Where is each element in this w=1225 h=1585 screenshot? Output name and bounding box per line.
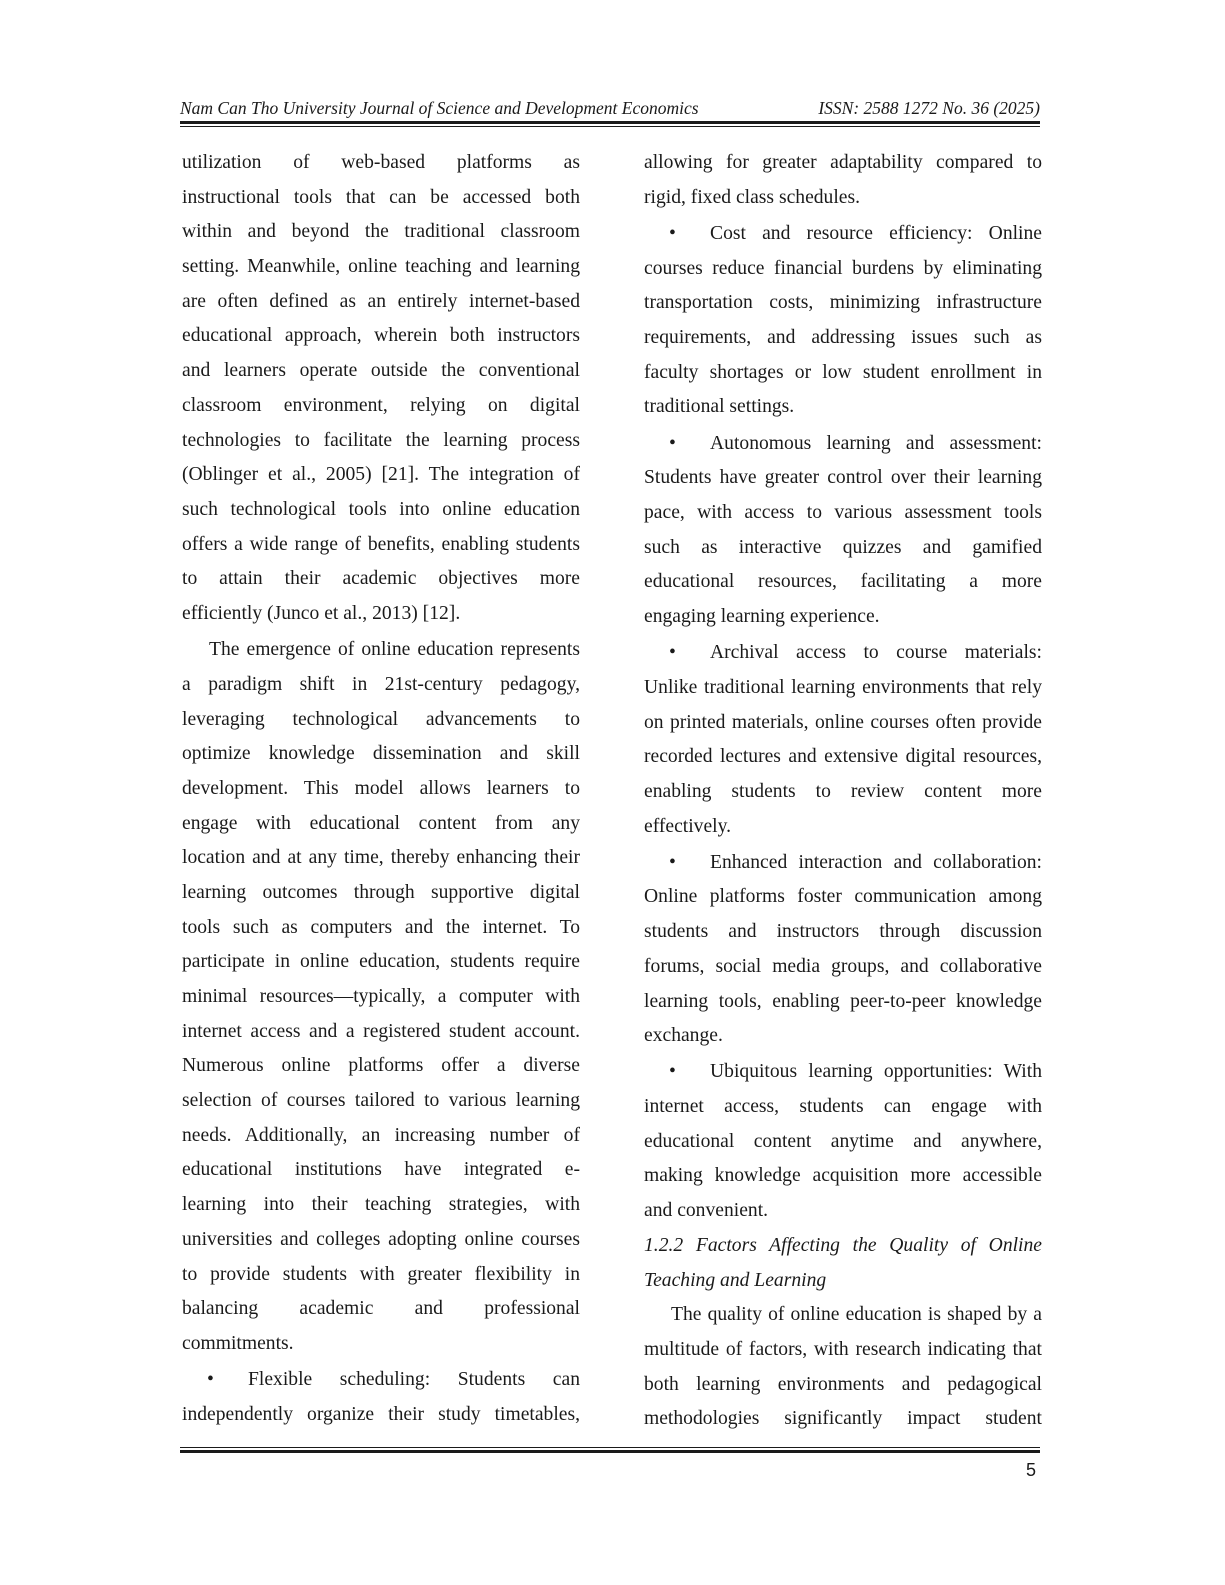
text-line: allowing for greater adaptability compared to (644, 152, 1042, 173)
text-line: are often defined as an entirely internet-based (182, 290, 580, 312)
text-line: utilization of web-based platforms as (182, 152, 580, 173)
text-line: methodologies significantly impact student (644, 1408, 1042, 1430)
text-line: balancing academic and professional (182, 1298, 580, 1320)
text-line: enabling students to review content more (644, 780, 1042, 802)
text-line: within and beyond the traditional classroom (182, 221, 580, 243)
text-line: universities and colleges adopting online courses (182, 1228, 580, 1250)
page-number: 5 (1026, 1460, 1037, 1480)
text-line: internet access and a registered student account. (182, 1020, 580, 1042)
text-line: requirements, and addressing issues such as (644, 326, 1042, 348)
bullet-icon: • (669, 642, 676, 664)
paragraph-quality (644, 1298, 1042, 1437)
left-column (182, 146, 580, 1432)
text-line: to provide students with greater flexibility in (182, 1263, 580, 1285)
text-line: commitments. (182, 1332, 294, 1354)
text-line: learning outcomes through supportive digital (182, 881, 580, 903)
text-line: selection of courses tailored to various learning (182, 1090, 580, 1112)
text-line: The quality of online education is shaped by a (671, 1304, 1042, 1326)
text-line: optimize knowledge dissemination and skill (182, 743, 580, 765)
text-line: and convenient. (644, 1200, 769, 1222)
bullet-flexible-scheduling-continued (644, 146, 1042, 215)
bullet-archival-access (644, 636, 1042, 844)
bullet-autonomous-learning (644, 427, 1042, 635)
header-rule-thick (180, 121, 1040, 124)
bullet-icon: • (207, 1369, 214, 1391)
text-line: instructional tools that can be accessed both (182, 186, 580, 208)
header-rule-thin (180, 126, 1040, 127)
text-line: on printed materials, online courses often provide (644, 711, 1042, 733)
running-header (180, 98, 1040, 122)
text-line: Students have greater control over their learning (644, 467, 1042, 489)
text-line: multitude of factors, with research indicating that (644, 1338, 1042, 1360)
text-line: educational approach, wherein both instructors (182, 325, 580, 347)
text-line: internet access, students can engage with (644, 1096, 1042, 1118)
heading-line: Teaching and Learning (644, 1269, 827, 1291)
text-line: learning tools, enabling peer-to-peer knowledge (644, 990, 1042, 1012)
text-line: participate in online education, students require (182, 951, 580, 973)
text-line: • Autonomous learning and assessment: (644, 427, 1042, 462)
text-line: technologies to facilitate the learning process (182, 429, 580, 451)
text-line: Unlike traditional learning environments that rely (644, 676, 1042, 698)
text-line: courses reduce financial burdens by eliminating (644, 257, 1042, 279)
text-line: learning into their teaching strategies, with (182, 1194, 580, 1216)
bullet-ubiquitous-learning (644, 1055, 1042, 1228)
text-line: needs. Additionally, an increasing number of (182, 1124, 580, 1146)
text-line: students and instructors through discussion (644, 921, 1042, 943)
text-line: The emergence of online education represents (209, 639, 580, 661)
text-line: faculty shortages or low student enrollment in (644, 361, 1042, 383)
text-line: educational content anytime and anywhere, (644, 1130, 1042, 1152)
text-line: Online platforms foster communication among (644, 886, 1042, 908)
text-line: exchange. (644, 1025, 723, 1047)
text-line: educational institutions have integrated e- (182, 1159, 580, 1181)
text-line: recorded lectures and extensive digital resources, (644, 746, 1042, 768)
text-line: making knowledge acquisition more accessible (644, 1165, 1042, 1187)
text-line: Numerous online platforms offer a diverse (182, 1055, 580, 1077)
text-line: such technological tools into online education (182, 498, 580, 520)
text-line: engage with educational content from any (182, 812, 580, 834)
text-line: both learning environments and pedagogical (644, 1373, 1042, 1395)
text-line: offers a wide range of benefits, enabling students (182, 533, 580, 555)
bullet-icon: • (669, 851, 676, 873)
footer-rule-thin (180, 1447, 1040, 1448)
text-line: setting. Meanwhile, online teaching and learning (182, 256, 580, 278)
text-line: transportation costs, minimizing infrastructure (644, 292, 1042, 314)
bullet-enhanced-interaction (644, 846, 1042, 1054)
text-line: independently organize their study timetables, (182, 1403, 580, 1425)
text-line: traditional settings. (644, 396, 795, 418)
text-line: rigid, fixed class schedules. (644, 186, 861, 208)
text-line: a paradigm shift in 21st-century pedagogy, (182, 673, 580, 695)
text-line: (Oblinger et al., 2005) [21]. The integration of (182, 464, 580, 486)
text-line: • Ubiquitous learning opportunities: With (644, 1055, 1042, 1090)
text-line: tools such as computers and the internet. To (182, 916, 580, 938)
journal-title: Nam Can Tho University Journal of Science and Development Economics (180, 98, 699, 118)
text-line: forums, social media groups, and collaborative (644, 955, 1042, 977)
text-line: • Flexible scheduling: Students can (182, 1363, 580, 1398)
bullet-icon: • (669, 432, 676, 454)
text-line: such as interactive quizzes and gamified (644, 536, 1042, 558)
text-line: efficiently (Junco et al., 2013) [12]. (182, 602, 461, 624)
text-line: development. This model allows learners to (182, 777, 580, 799)
text-line: leveraging technological advancements to (182, 708, 580, 730)
issn-issue: ISSN: 2588 1272 No. 36 (2025) (818, 98, 1040, 118)
text-line: to attain their academic objectives more (182, 568, 580, 590)
text-line: effectively. (644, 815, 732, 837)
bullet-icon: • (669, 222, 676, 244)
footer-rule-thick (180, 1450, 1040, 1453)
text-line: • Enhanced interaction and collaboration: (644, 846, 1042, 881)
text-line: educational resources, facilitating a more (644, 571, 1042, 593)
bullet-flexible-scheduling (182, 1363, 580, 1432)
paragraph-emergence (182, 633, 580, 1361)
bullet-cost-efficiency (644, 217, 1042, 425)
text-line: pace, with access to various assessment tools (644, 501, 1042, 523)
paragraph-web-platforms (182, 146, 580, 632)
right-column (644, 146, 1042, 1437)
heading-line: 1.2.2 Factors Affecting the Quality of Online (644, 1234, 1042, 1256)
text-line: • Archival access to course materials: (644, 636, 1042, 671)
section-heading (644, 1229, 1042, 1298)
bullet-icon: • (669, 1061, 676, 1083)
text-line: • Cost and resource efficiency: Online (644, 217, 1042, 252)
text-line: classroom environment, relying on digital (182, 394, 580, 416)
text-line: and learners operate outside the conventional (182, 360, 580, 382)
text-line: engaging learning experience. (644, 605, 880, 627)
text-line: location and at any time, thereby enhancing their (182, 847, 580, 869)
text-line: minimal resources—typically, a computer with (182, 986, 580, 1007)
